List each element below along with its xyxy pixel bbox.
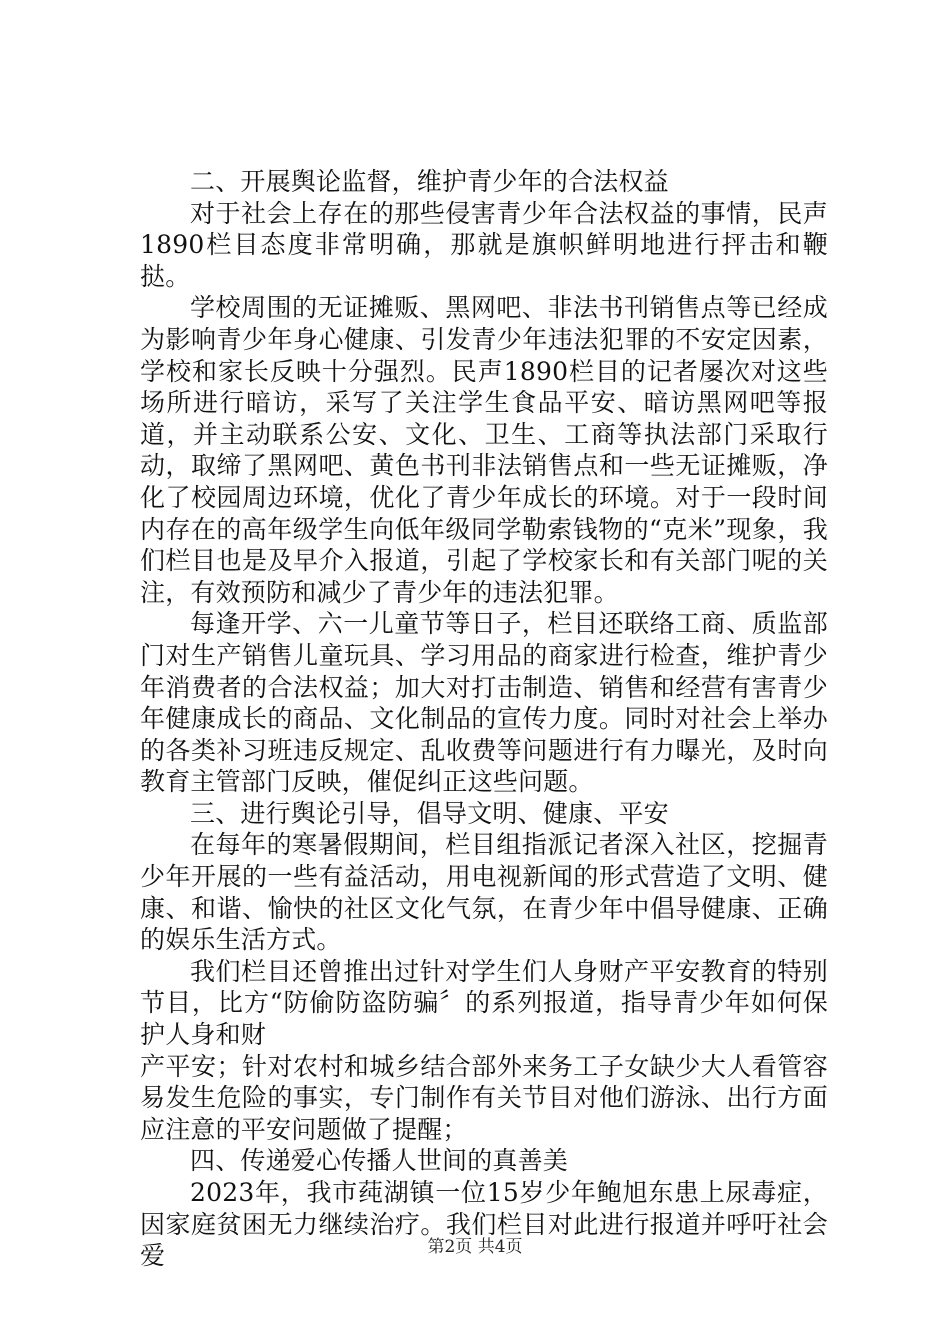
paragraph-continuation: 产平安；针对农村和城乡结合部外来务工子女缺少大人看管容易发生危险的事实，专门制作有关节目对他们游泳、出行方面应注意的平安问题做了提醒； [140,1051,828,1144]
section-heading-2: 二、开展舆论监督，维护青少年的合法权益 [190,167,669,196]
paragraph: 每逢开学、六一儿童节等日子，栏目还联络工商、质监部门对生产销售儿童玩具、学习用品的商家进行检查，维护青少年消费者的合法权益；加大对打击制造、销售和经营有害青少年健康成长的商品、文化制品的宣传力度。同时对社会上举办的各类补习班违反规定、乱收费等问题进行有力曝光，及时向教育主管部门反映，催促纠正这些问题。 [140,609,828,797]
paragraph: 学校周围的无证摊贩、黑网吧、非法书刊销售点等已经成为影响青少年身心健康、引发青少年违法犯罪的不安定因素，学校和家长反映十分强烈。民声1890栏目的记者屡次对这些场所进行暗访，采写了关注学生食品平安、暗访黑网吧等报道，并主动联系公安、文化、卫生、工商等执法部门采取行动，取缔了黑网吧、黄色书刊非法销售点和一些无证摊贩，净化了校园周边环境，优化了青少年成长的环境。对于一段时间内存在的高年级学生向低年级同学勒索钱物的“克米”现象，我们栏目也是及早介入报道，引起了学校家长和有关部门呢的关注，有效预防和减少了青少年的违法犯罪。 [140,293,828,607]
section-heading-3: 三、进行舆论引导，倡导文明、健康、平安 [190,798,669,828]
paragraph: 2023年，我市莼湖镇一位15岁少年鲍旭东患上尿毒症，因家庭贫困无力继续治疗。我们栏目对此进行报道并呼吁社会爱 [140,1178,828,1271]
paragraph: 我们栏目还曾推出过针对学生们人身财产平安教育的特别节目，比方“防偷防盗防骗〞的系列报道，指导青少年如何保护人身和财 [140,956,828,1050]
page-number-label: 第2页 共4页 [427,1237,523,1257]
section-heading-4: 四、传递爱心传播人世间的真善美 [190,1146,569,1176]
paragraph: 对于社会上存在的那些侵害青少年合法权益的事情，民声1890栏目态度非常明确，那就是旗帜鲜明地进行抨击和鞭挞。 [140,198,828,291]
page-footer [0,1236,950,1258]
document-body [140,166,828,1272]
paragraph: 在每年的寒暑假期间，栏目组指派记者深入社区，挖掘青少年开展的一些有益活动，用电视新闻的形式营造了文明、健康、和谐、愉快的社区文化气氛，在青少年中倡导健康、正确的娱乐生活方式。 [140,830,828,955]
